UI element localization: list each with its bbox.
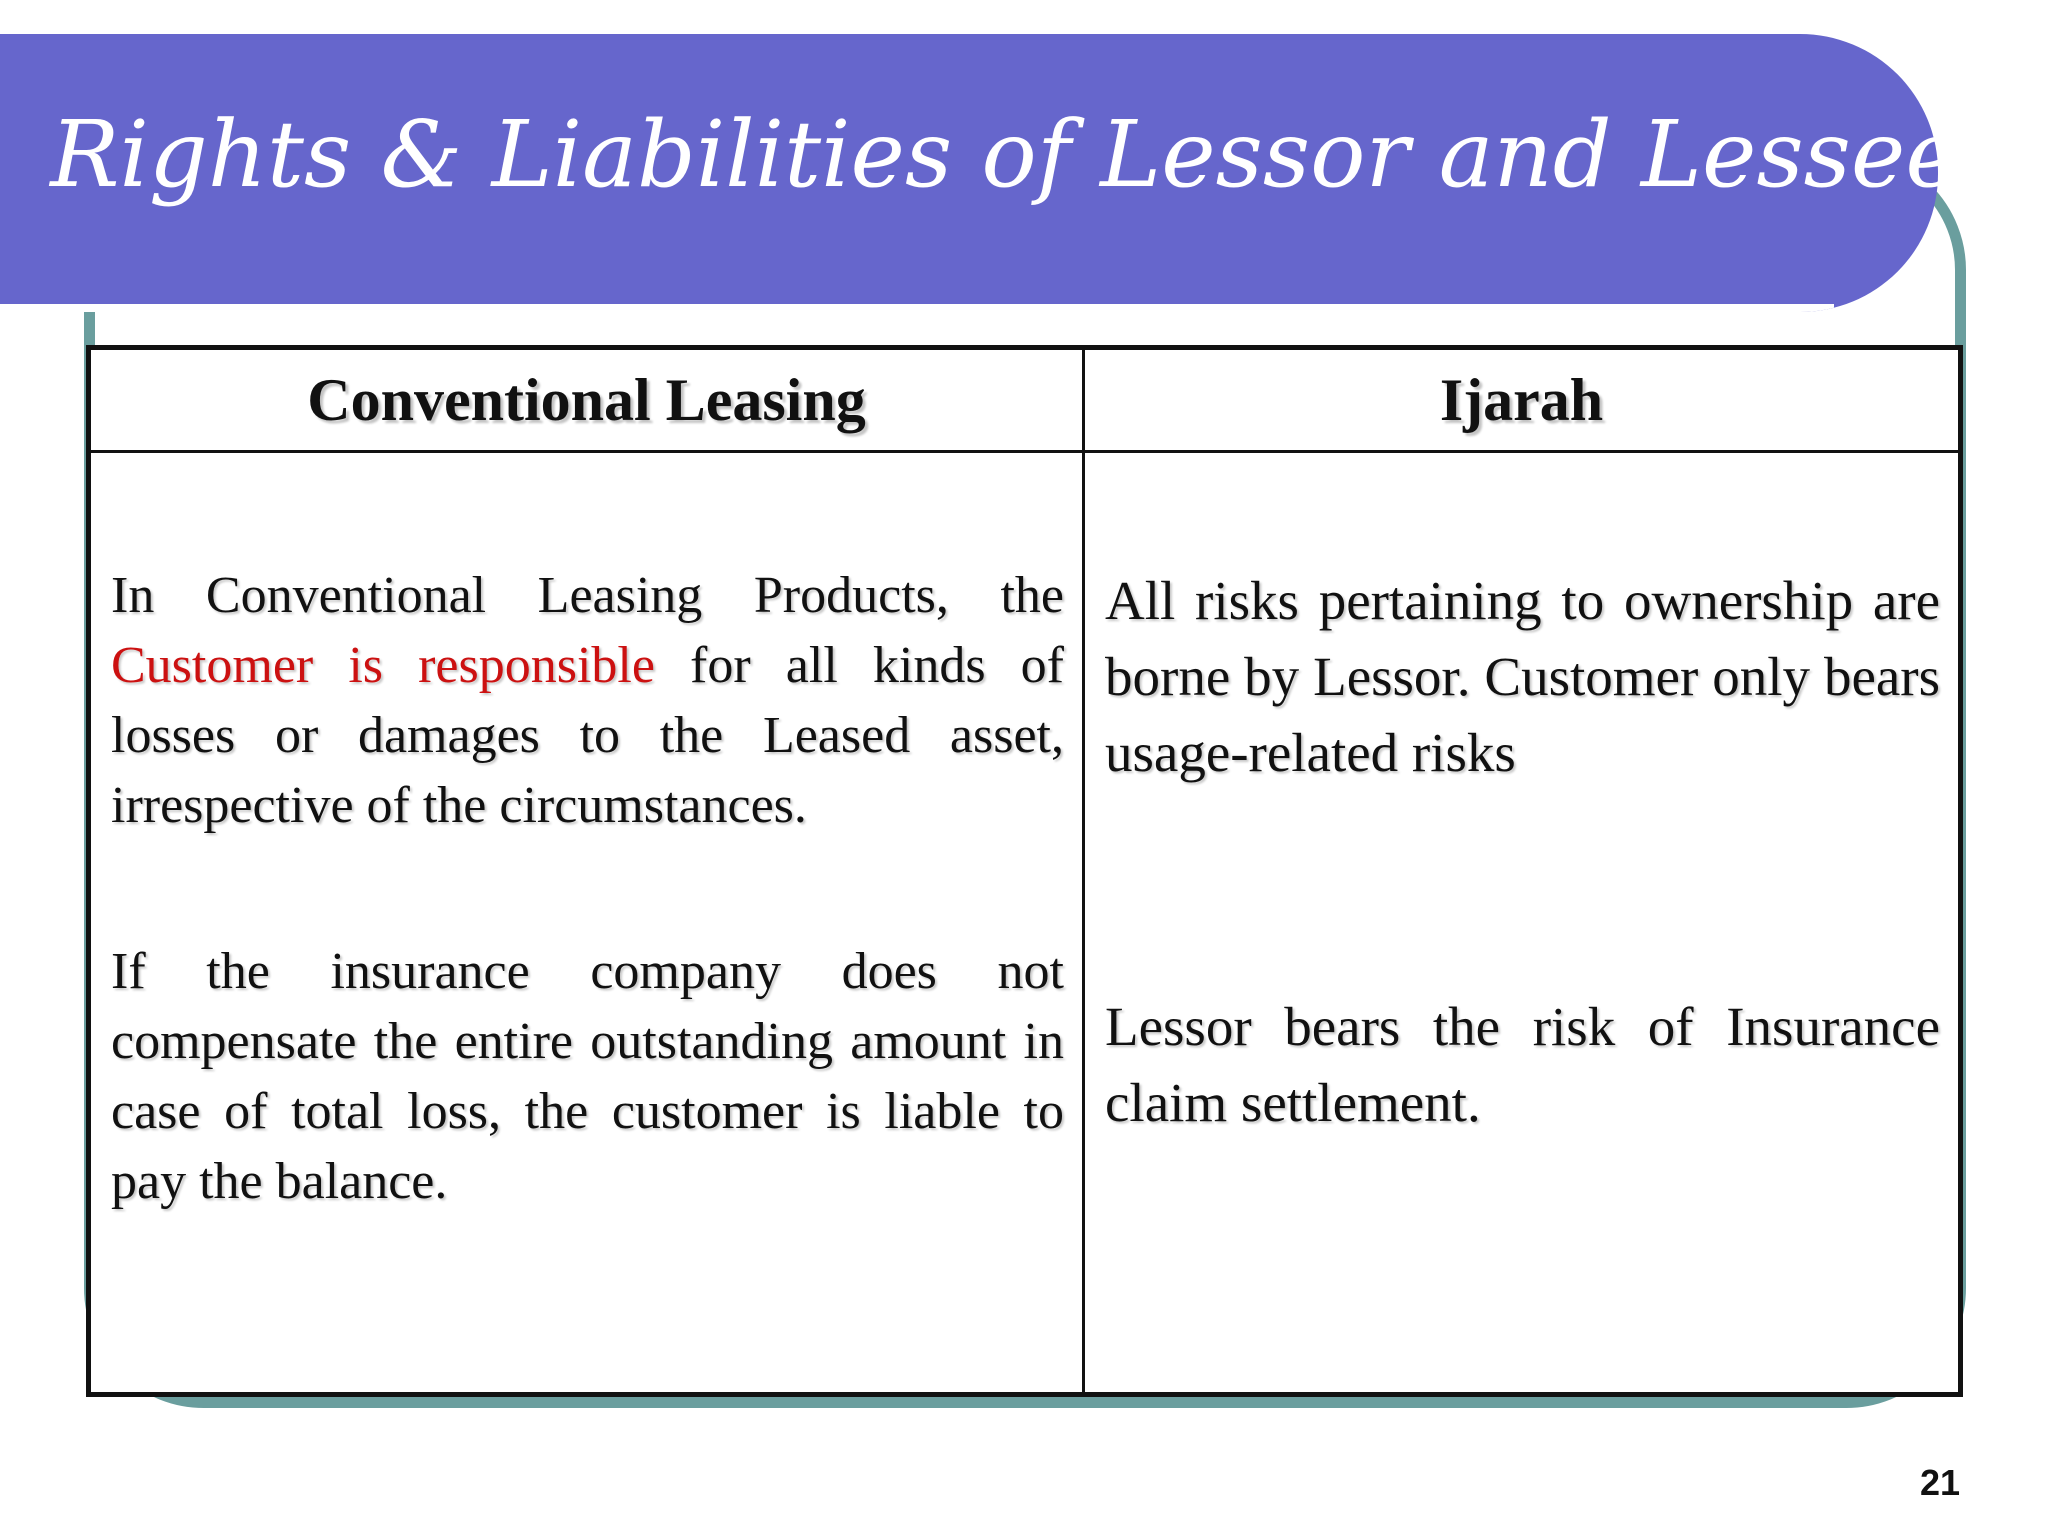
banner-underline — [0, 304, 1834, 312]
ijarah-insurance-paragraph: Lessor bears the risk of Insurance claim settlement. — [1105, 996, 1940, 1133]
ijarah-risk-paragraph: All risks pertaining to ownership are borne by Lessor. Customer only bears usage-related risks — [1105, 570, 1940, 783]
customer-responsible-highlight: Customer is responsible — [111, 637, 655, 694]
conventional-risk-paragraph — [111, 561, 1064, 841]
header-conventional-leasing: Conventional Leasing — [89, 348, 1084, 452]
header-ijarah: Ijarah — [1084, 348, 1961, 452]
comparison-table — [86, 345, 1963, 1397]
slide-title: Rights & Liabilities of Lessor and Lessee — [50, 101, 1960, 208]
table-header-row — [89, 348, 1961, 452]
conventional-risk-text-after: for all kinds of losses or damages to the Leased asset, irrespective of the circumstances. — [111, 637, 1064, 834]
conventional-insurance-paragraph: If the insurance company does not compensate the entire outstanding amount in case of total loss, the customer is liable to pay the balance. — [111, 943, 1064, 1210]
conventional-risk-text-before: In Conventional Leasing Products, the — [111, 567, 1064, 624]
table-row — [89, 452, 1961, 1395]
ijarah-cell — [1084, 452, 1961, 1395]
conventional-cell — [89, 452, 1084, 1395]
page-number: 21 — [1919, 1462, 1960, 1503]
